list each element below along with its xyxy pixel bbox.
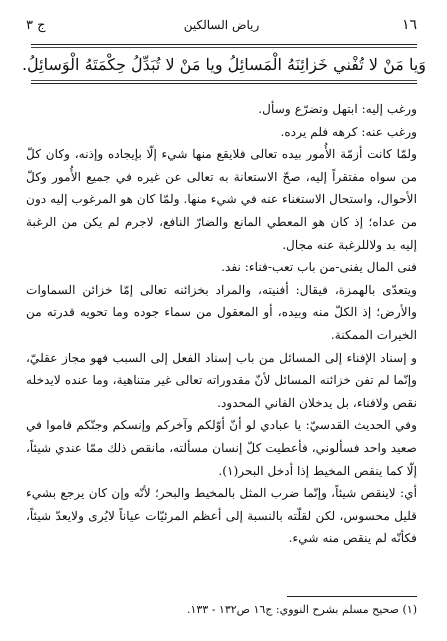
footnote: (١) صحيح مسلم بشرح النووي: ج١٦ ص١٣٢ - ١٣٣. xyxy=(186,603,417,616)
paragraph-4: فنى المال يفنى-من باب تعب-فناء: نفد. xyxy=(221,260,417,275)
paragraph-6: و إسناد الإفناء إلى المسائل من باب إسناد الفعل إلى السبب فهو مجاز عقليّ، وإنّما لم تفن خزائنه المسائل لأنّ مقدوراته تعالى غير متناهية، وما عنده لايدخله نقص ولافناء، بل يدخلان الفاني المحدود. xyxy=(26,350,418,410)
verse-box xyxy=(21,44,427,84)
paragraph-5: ويتعدّى بالهمزة، فيقال: أفنيته، والمراد بخزائنه تعالى إمّا خزائن السماوات والأرض؛ إذ الكلّ منه وبيده، أو المعقول من سماء جوده وما تحويه قدرته من الخيرات الممكنة. xyxy=(26,282,417,342)
page-header xyxy=(26,14,417,36)
book-title: رياض السالكين xyxy=(183,18,260,32)
paragraph-8: أي: لاينقص شيئاً، وإنّما ضرب المثل بالمخيط والبحر؛ لأنّه وإن كان يرجع بشيء قليل محسوس، لكن لقلّته بالنسبة إلى أعظم المرئيّات عياناً لايُرى ولايعدّ شيئاً، فكأنّه لم ينقص منه شيء. xyxy=(26,486,417,546)
footnote-divider xyxy=(287,596,417,597)
paragraph-7: وفي الحديث القدسيّ: يا عبادي لو أنّ أوّلكم وآخركم وإنسكم وجنّكم قاموا في صعيد واحد فسألوني، فأعطيت كلّ إنسان مسألته، مانقص ذلك ممّا عندي شيئاً، إلّا كما ينقص المخيط إذا أدخل البحر(١). xyxy=(26,418,417,478)
volume-number: ج ٣ xyxy=(26,17,46,33)
paragraph-2: ورغب عنه: كرهه فلم يرده. xyxy=(280,124,417,139)
paragraph-3: ولمّا كانت أزمّة الأُمور بيده تعالى فلايقع منها شيء إلّا بإيجاده وإذنه، وكان كلّ من سواه مفتقراً إليه، صحّ الاستعانة به تعالى عن غيره في جميع الأُمور وكلّ الأحوال، واستحال الاستغناء عنه في شيء منها. ولمّا كان هو المرغوب إليه دون من عداه؛ إذ كان هو المعطي المانع والضارّ النافع، لاجرم لم يكن من الرغبة إليه بد ولاللرغبة عنه مجال. xyxy=(26,147,417,252)
verse-text: وَيا مَنْ لا تُفْني خَزائِنَهُ الْمَسائِلُ ويا مَنْ لا تُبَدِّلُ حِكْمَتَهُ الْوَسائِلُ. xyxy=(21,54,427,74)
page-number: ١٦ xyxy=(401,17,417,33)
paragraph-1: ورغب إليه: ابتهل وتضرّع وسأل. xyxy=(258,102,417,116)
body-text xyxy=(26,98,417,550)
